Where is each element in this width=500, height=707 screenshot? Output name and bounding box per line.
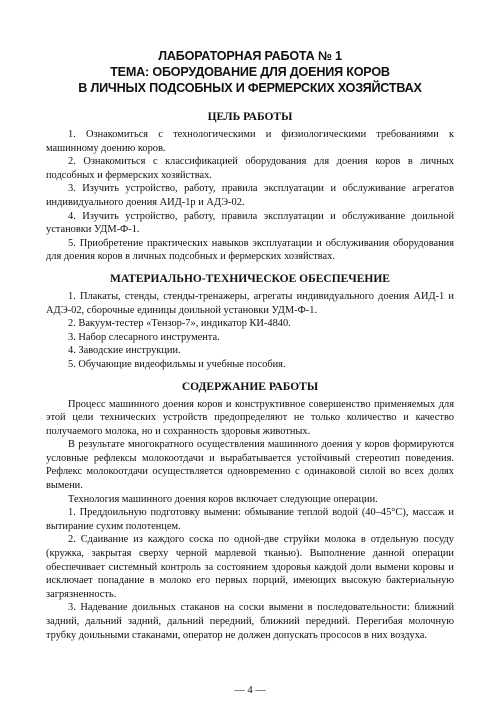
material-item: 1. Плакаты, стенды, стенды-тренажеры, агрегаты индивидуального доения АИД-1 и АДЭ-02, сборочные единицы доильной установки УДМ-Ф-1.: [46, 290, 454, 316]
lab-title-line-2: ТЕМА: ОБОРУДОВАНИЕ ДЛЯ ДОЕНИЯ КОРОВ: [110, 65, 390, 79]
page-number: — 4 —: [234, 685, 266, 696]
content-paragraph: Технология машинного доения коров включает следующие операции.: [68, 493, 378, 505]
goal-item: 4. Изучить устройство, работу, правила эксплуатации и обслуживание доильной установки УДМ-Ф-1.: [46, 210, 454, 236]
content-paragraph: В результате многократного осуществления машинного доения у коров формируются условные рефлексы молокоотдачи и вырабатывается устойчивый стереотип поведения. Рефлекс молокоотдачи осуществляется одновременно с одинаковой силой во всех долях вымени.: [46, 439, 454, 492]
content-body: [46, 398, 454, 643]
content-paragraph: 2. Сдаивание из каждого соска по одной-две струйки молока в отдельную посуду (кружка, закрытая сверху черной марлевой тканью). Выполнение данной операции обеспечивает системный контроль за состоянием здоровья каждой доли вымени коровы и исключает попадание в молоко его первых порций, имеющих высокую бактериальную загрязненность.: [46, 534, 454, 600]
lab-title: [46, 48, 454, 96]
material-item: 5. Обучающие видеофильмы и учебные пособия.: [68, 358, 286, 370]
lab-title-line-1: ЛАБОРАТОРНАЯ РАБОТА № 1: [158, 49, 342, 63]
material-item: 3. Набор слесарного инструмента.: [68, 331, 220, 343]
lab-title-line-3: В ЛИЧНЫХ ПОДСОБНЫХ И ФЕРМЕРСКИХ ХОЗЯЙСТВАХ: [78, 81, 422, 95]
goal-item: 3. Изучить устройство, работу, правила эксплуатации и обслуживание агрегатов индивидуального доения АИД-1р и АДЭ-02.: [46, 183, 454, 208]
content-heading: СОДЕРЖАНИЕ РАБОТЫ: [181, 380, 319, 393]
goal-item: 1. Ознакомиться с технологическими и физиологическими требованиями к машинному доению коров.: [46, 129, 454, 154]
content-paragraph: Процесс машинного доения коров и конструктивное совершенство применяемых для этой цели технических устройств предопределяют не только количество и качество получаемого молока, но и сохранность здоровья животных.: [46, 398, 454, 437]
goals-list: [46, 128, 454, 264]
content-paragraph: 3. Надевание доильных стаканов на соски вымени в последовательности: ближний задний, дальний задний, дальний передний, ближний передний. Перегибая молочную трубку доильными стаканами, оператор не должен допускать прососов в них воздуха.: [46, 602, 454, 641]
material-item: 2. Вакуум-тестер «Тензор-7», индикатор КИ-4840.: [68, 318, 291, 330]
goals-heading: ЦЕЛЬ РАБОТЫ: [207, 111, 293, 123]
material-item: 4. Заводские инструкции.: [68, 345, 181, 357]
goal-item: 5. Приобретение практических навыков эксплуатации и обслуживания оборудования для доения коров в личных подсобных и фермерских хозяйствах.: [46, 237, 454, 263]
materials-list: [46, 290, 454, 372]
goal-item: 2. Ознакомиться с классификацией оборудования для доения коров в личных подсобных и фермерских хозяйствах.: [46, 156, 454, 181]
materials-heading: МАТЕРИАЛЬНО-ТЕХНИЧЕСКОЕ ОБЕСПЕЧЕНИЕ: [110, 272, 390, 285]
content-paragraph: 1. Преддоильную подготовку вымени: обмывание теплой водой (40–45°C), массаж и вытирание сухим полотенцем.: [46, 507, 454, 532]
